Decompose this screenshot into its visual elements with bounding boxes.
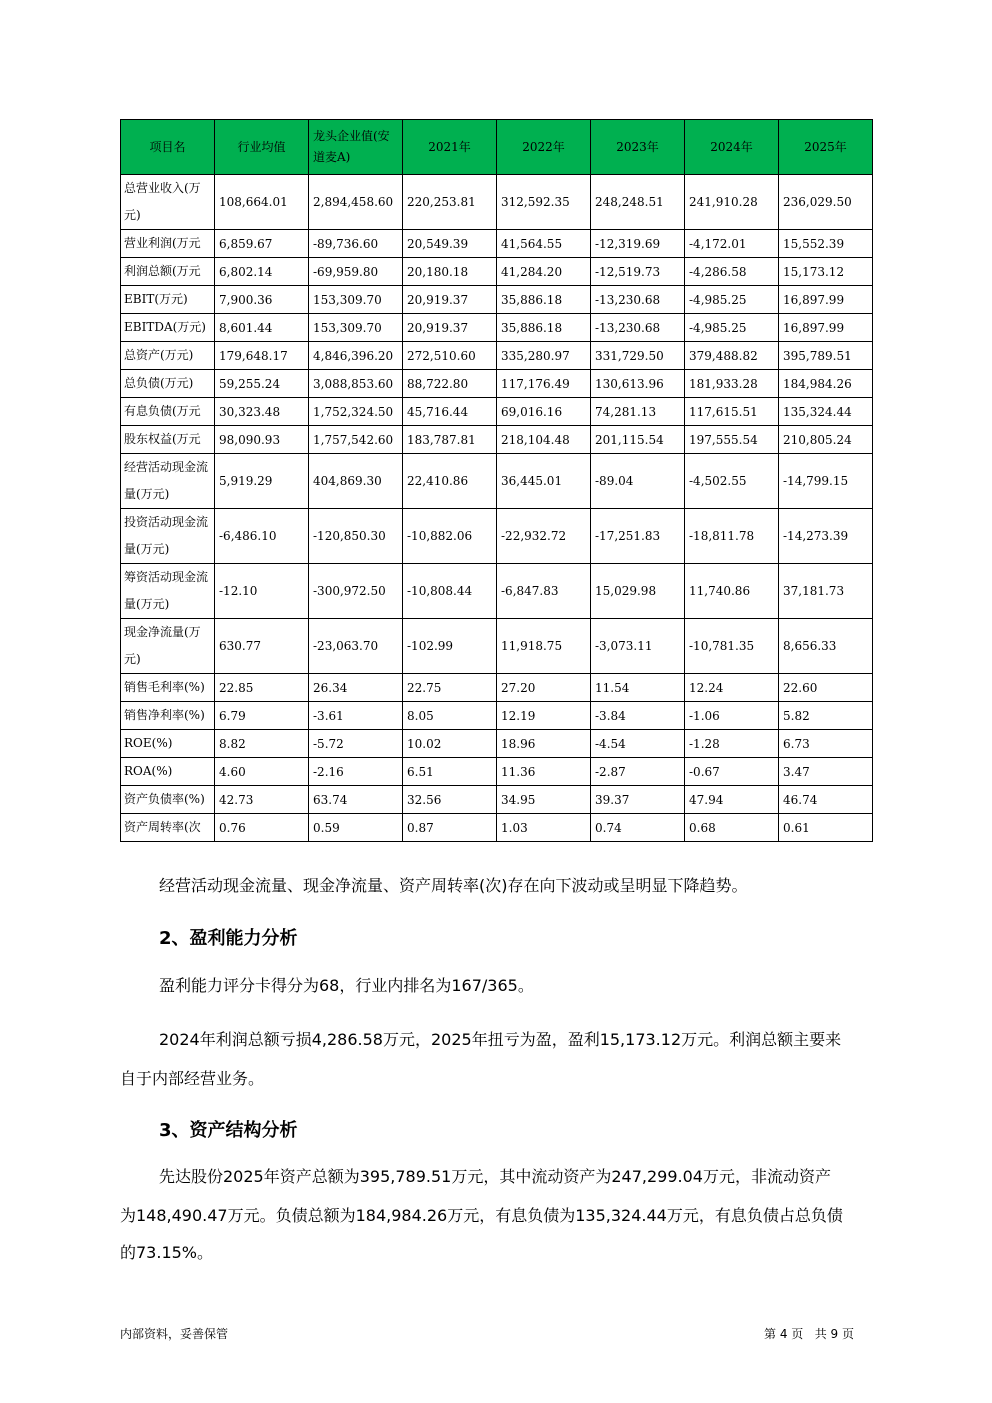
- table-row: [121, 758, 873, 786]
- row-label: 总资产(万元): [121, 342, 215, 370]
- table-cell: 6,802.14: [215, 258, 309, 286]
- table-cell: 6,859.67: [215, 230, 309, 258]
- table-cell: -23,063.70: [309, 619, 403, 674]
- table-cell: 117,176.49: [497, 370, 591, 398]
- row-label: 总营业收入(万元): [121, 175, 215, 230]
- table-cell: 197,555.54: [685, 426, 779, 454]
- table-cell: 32.56: [403, 786, 497, 814]
- table-row: [121, 702, 873, 730]
- table-cell: 379,488.82: [685, 342, 779, 370]
- table-cell: -10,882.06: [403, 509, 497, 564]
- table-cell: 117,615.51: [685, 398, 779, 426]
- table-row: [121, 426, 873, 454]
- table-cell: 0.59: [309, 814, 403, 842]
- table-cell: 218,104.48: [497, 426, 591, 454]
- table-cell: 1,757,542.60: [309, 426, 403, 454]
- table-cell: 16,897.99: [779, 314, 873, 342]
- footer-page-number: 第 4 页 共 9 页: [764, 1327, 854, 1341]
- table-cell: -22,932.72: [497, 509, 591, 564]
- table-row: [121, 258, 873, 286]
- table-cell: 42.73: [215, 786, 309, 814]
- table-cell: 6.79: [215, 702, 309, 730]
- table-cell: 404,869.30: [309, 454, 403, 509]
- row-label: 投资活动现金流量(万元): [121, 509, 215, 564]
- table-row: [121, 342, 873, 370]
- table-cell: 5,919.29: [215, 454, 309, 509]
- table-row: [121, 314, 873, 342]
- table-cell: 108,664.01: [215, 175, 309, 230]
- table-cell: 69,016.16: [497, 398, 591, 426]
- table-cell: 47.94: [685, 786, 779, 814]
- table-cell: -6,486.10: [215, 509, 309, 564]
- table-cell: 0.76: [215, 814, 309, 842]
- trend-note-paragraph: 经营活动现金流量、现金净流量、资产周转率(次)存在向下波动或呈明显下降趋势。: [159, 876, 748, 895]
- table-cell: 74,281.13: [591, 398, 685, 426]
- table-cell: 0.61: [779, 814, 873, 842]
- table-row: [121, 398, 873, 426]
- table-cell: 0.87: [403, 814, 497, 842]
- table-cell: 395,789.51: [779, 342, 873, 370]
- table-cell: 30,323.48: [215, 398, 309, 426]
- table-cell: 36,445.01: [497, 454, 591, 509]
- table-cell: 4.60: [215, 758, 309, 786]
- table-cell: -13,230.68: [591, 286, 685, 314]
- section-3-line-1: 先达股份2025年资产总额为395,789.51万元，其中流动资产为247,299.04万元，非流动资产: [159, 1167, 831, 1186]
- table-cell: 179,648.17: [215, 342, 309, 370]
- row-label: ROE(%): [121, 730, 215, 758]
- header-cell: 龙头企业值(安道麦A): [309, 120, 403, 175]
- footer-left: 内部资料，妥善保管: [120, 1327, 229, 1341]
- table-cell: 35,886.18: [497, 314, 591, 342]
- table-cell: 8,601.44: [215, 314, 309, 342]
- table-cell: 15,173.12: [779, 258, 873, 286]
- table-cell: -1.28: [685, 730, 779, 758]
- table-cell: 630.77: [215, 619, 309, 674]
- table-cell: -4.54: [591, 730, 685, 758]
- table-row: [121, 786, 873, 814]
- table-cell: 331,729.50: [591, 342, 685, 370]
- table-cell: 8,656.33: [779, 619, 873, 674]
- table-cell: 59,255.24: [215, 370, 309, 398]
- table-cell: 46.74: [779, 786, 873, 814]
- table-cell: 11,740.86: [685, 564, 779, 619]
- table-cell: 236,029.50: [779, 175, 873, 230]
- table-cell: -12,319.69: [591, 230, 685, 258]
- table-cell: 220,253.81: [403, 175, 497, 230]
- table-row: [121, 619, 873, 674]
- row-label: ROA(%): [121, 758, 215, 786]
- table-cell: 312,592.35: [497, 175, 591, 230]
- row-label: 经营活动现金流量(万元): [121, 454, 215, 509]
- section-3-title: 3、资产结构分析: [159, 1120, 298, 1141]
- table-cell: 6.51: [403, 758, 497, 786]
- table-cell: -3.84: [591, 702, 685, 730]
- header-cell: 2025年: [779, 120, 873, 175]
- table-cell: -89.04: [591, 454, 685, 509]
- table-cell: 22.60: [779, 674, 873, 702]
- row-label: 总负债(万元): [121, 370, 215, 398]
- row-label: 资产负债率(%): [121, 786, 215, 814]
- table-cell: 45,716.44: [403, 398, 497, 426]
- table-cell: 37,181.73: [779, 564, 873, 619]
- table-cell: 7,900.36: [215, 286, 309, 314]
- table-cell: -10,808.44: [403, 564, 497, 619]
- table-cell: -3.61: [309, 702, 403, 730]
- table-cell: -18,811.78: [685, 509, 779, 564]
- section-3-line-3: 的73.15%。: [120, 1243, 214, 1262]
- row-label: 营业利润(万元: [121, 230, 215, 258]
- table-cell: 210,805.24: [779, 426, 873, 454]
- table-row: [121, 564, 873, 619]
- table-cell: -14,273.39: [779, 509, 873, 564]
- table-cell: -120,850.30: [309, 509, 403, 564]
- row-label: 有息负债(万元: [121, 398, 215, 426]
- table-cell: 41,284.20: [497, 258, 591, 286]
- table-cell: 1,752,324.50: [309, 398, 403, 426]
- table-cell: 335,280.97: [497, 342, 591, 370]
- row-label: 销售毛利率(%): [121, 674, 215, 702]
- table-cell: 11.54: [591, 674, 685, 702]
- table-cell: -1.06: [685, 702, 779, 730]
- table-row: [121, 286, 873, 314]
- header-cell: 2022年: [497, 120, 591, 175]
- row-label: EBITDA(万元): [121, 314, 215, 342]
- table-cell: -12,519.73: [591, 258, 685, 286]
- table-cell: 98,090.93: [215, 426, 309, 454]
- table-cell: 0.74: [591, 814, 685, 842]
- table-row: [121, 814, 873, 842]
- table-cell: 248,248.51: [591, 175, 685, 230]
- row-label: 筹资活动现金流量(万元): [121, 564, 215, 619]
- table-cell: 130,613.96: [591, 370, 685, 398]
- row-label: 现金净流量(万元): [121, 619, 215, 674]
- table-cell: -2.87: [591, 758, 685, 786]
- table-cell: 2,894,458.60: [309, 175, 403, 230]
- table-cell: 153,309.70: [309, 286, 403, 314]
- table-cell: -3,073.11: [591, 619, 685, 674]
- table-cell: 22.75: [403, 674, 497, 702]
- table-cell: -4,286.58: [685, 258, 779, 286]
- table-cell: -4,985.25: [685, 314, 779, 342]
- table-cell: 241,910.28: [685, 175, 779, 230]
- table-cell: 1.03: [497, 814, 591, 842]
- table-cell: 183,787.81: [403, 426, 497, 454]
- table-cell: -69,959.80: [309, 258, 403, 286]
- table-row: [121, 730, 873, 758]
- table-cell: 4,846,396.20: [309, 342, 403, 370]
- table-cell: -2.16: [309, 758, 403, 786]
- header-cell: 2023年: [591, 120, 685, 175]
- table-cell: -6,847.83: [497, 564, 591, 619]
- table-cell: 12.24: [685, 674, 779, 702]
- table-cell: 20,180.18: [403, 258, 497, 286]
- header-cell: 行业均值: [215, 120, 309, 175]
- financial-data-table: [120, 119, 873, 842]
- table-cell: 3,088,853.60: [309, 370, 403, 398]
- table-row: [121, 370, 873, 398]
- header-cell: 2021年: [403, 120, 497, 175]
- table-cell: -0.67: [685, 758, 779, 786]
- table-cell: 41,564.55: [497, 230, 591, 258]
- table-header-row: [121, 120, 873, 175]
- section-2-paragraph-2-line-1: 2024年利润总额亏损4,286.58万元，2025年扭亏为盈，盈利15,173.12万元。利润总额主要来: [159, 1030, 842, 1049]
- table-cell: 20,919.37: [403, 286, 497, 314]
- table-cell: 27.20: [497, 674, 591, 702]
- table-row: [121, 509, 873, 564]
- table-cell: -4,502.55: [685, 454, 779, 509]
- table-cell: 26.34: [309, 674, 403, 702]
- table-cell: 181,933.28: [685, 370, 779, 398]
- table-cell: 88,722.80: [403, 370, 497, 398]
- table-cell: 5.82: [779, 702, 873, 730]
- section-2-paragraph-2-line-2: 自于内部经营业务。: [120, 1069, 265, 1088]
- table-row: [121, 674, 873, 702]
- table-cell: -4,985.25: [685, 286, 779, 314]
- table-cell: -14,799.15: [779, 454, 873, 509]
- table-cell: 11.36: [497, 758, 591, 786]
- table-cell: 16,897.99: [779, 286, 873, 314]
- table-cell: 0.68: [685, 814, 779, 842]
- table-cell: 20,549.39: [403, 230, 497, 258]
- table-cell: 15,552.39: [779, 230, 873, 258]
- table-cell: -300,972.50: [309, 564, 403, 619]
- row-label: 销售净利率(%): [121, 702, 215, 730]
- section-3-line-2: 为148,490.47万元。负债总额为184,984.26万元，有息负债为135,324.44万元，有息负债占总负债: [120, 1206, 843, 1225]
- table-cell: -17,251.83: [591, 509, 685, 564]
- table-cell: 35,886.18: [497, 286, 591, 314]
- row-label: 股东权益(万元: [121, 426, 215, 454]
- table-cell: 22.85: [215, 674, 309, 702]
- table-cell: 8.82: [215, 730, 309, 758]
- table-cell: -5.72: [309, 730, 403, 758]
- table-cell: 272,510.60: [403, 342, 497, 370]
- table-cell: -13,230.68: [591, 314, 685, 342]
- table-cell: 15,029.98: [591, 564, 685, 619]
- table-cell: 34.95: [497, 786, 591, 814]
- table-row: [121, 175, 873, 230]
- table-cell: 6.73: [779, 730, 873, 758]
- table-cell: 153,309.70: [309, 314, 403, 342]
- table-cell: 11,918.75: [497, 619, 591, 674]
- header-cell: 2024年: [685, 120, 779, 175]
- row-label: EBIT(万元): [121, 286, 215, 314]
- table-cell: -4,172.01: [685, 230, 779, 258]
- table-cell: -10,781.35: [685, 619, 779, 674]
- table-cell: 3.47: [779, 758, 873, 786]
- table-row: [121, 230, 873, 258]
- row-label: 利润总额(万元: [121, 258, 215, 286]
- table-cell: 8.05: [403, 702, 497, 730]
- section-2-title: 2、盈利能力分析: [159, 928, 298, 949]
- table-cell: 20,919.37: [403, 314, 497, 342]
- table-cell: 201,115.54: [591, 426, 685, 454]
- table-cell: 135,324.44: [779, 398, 873, 426]
- table-cell: 22,410.86: [403, 454, 497, 509]
- table-cell: -12.10: [215, 564, 309, 619]
- table-cell: -89,736.60: [309, 230, 403, 258]
- row-label: 资产周转率(次: [121, 814, 215, 842]
- table-row: [121, 454, 873, 509]
- header-cell: 项目名: [121, 120, 215, 175]
- table-cell: 184,984.26: [779, 370, 873, 398]
- table-cell: 63.74: [309, 786, 403, 814]
- table-cell: 12.19: [497, 702, 591, 730]
- section-2-paragraph-1: 盈利能力评分卡得分为68，行业内排名为167/365。: [159, 976, 534, 995]
- table-cell: -102.99: [403, 619, 497, 674]
- table-cell: 39.37: [591, 786, 685, 814]
- table-cell: 18.96: [497, 730, 591, 758]
- table-cell: 10.02: [403, 730, 497, 758]
